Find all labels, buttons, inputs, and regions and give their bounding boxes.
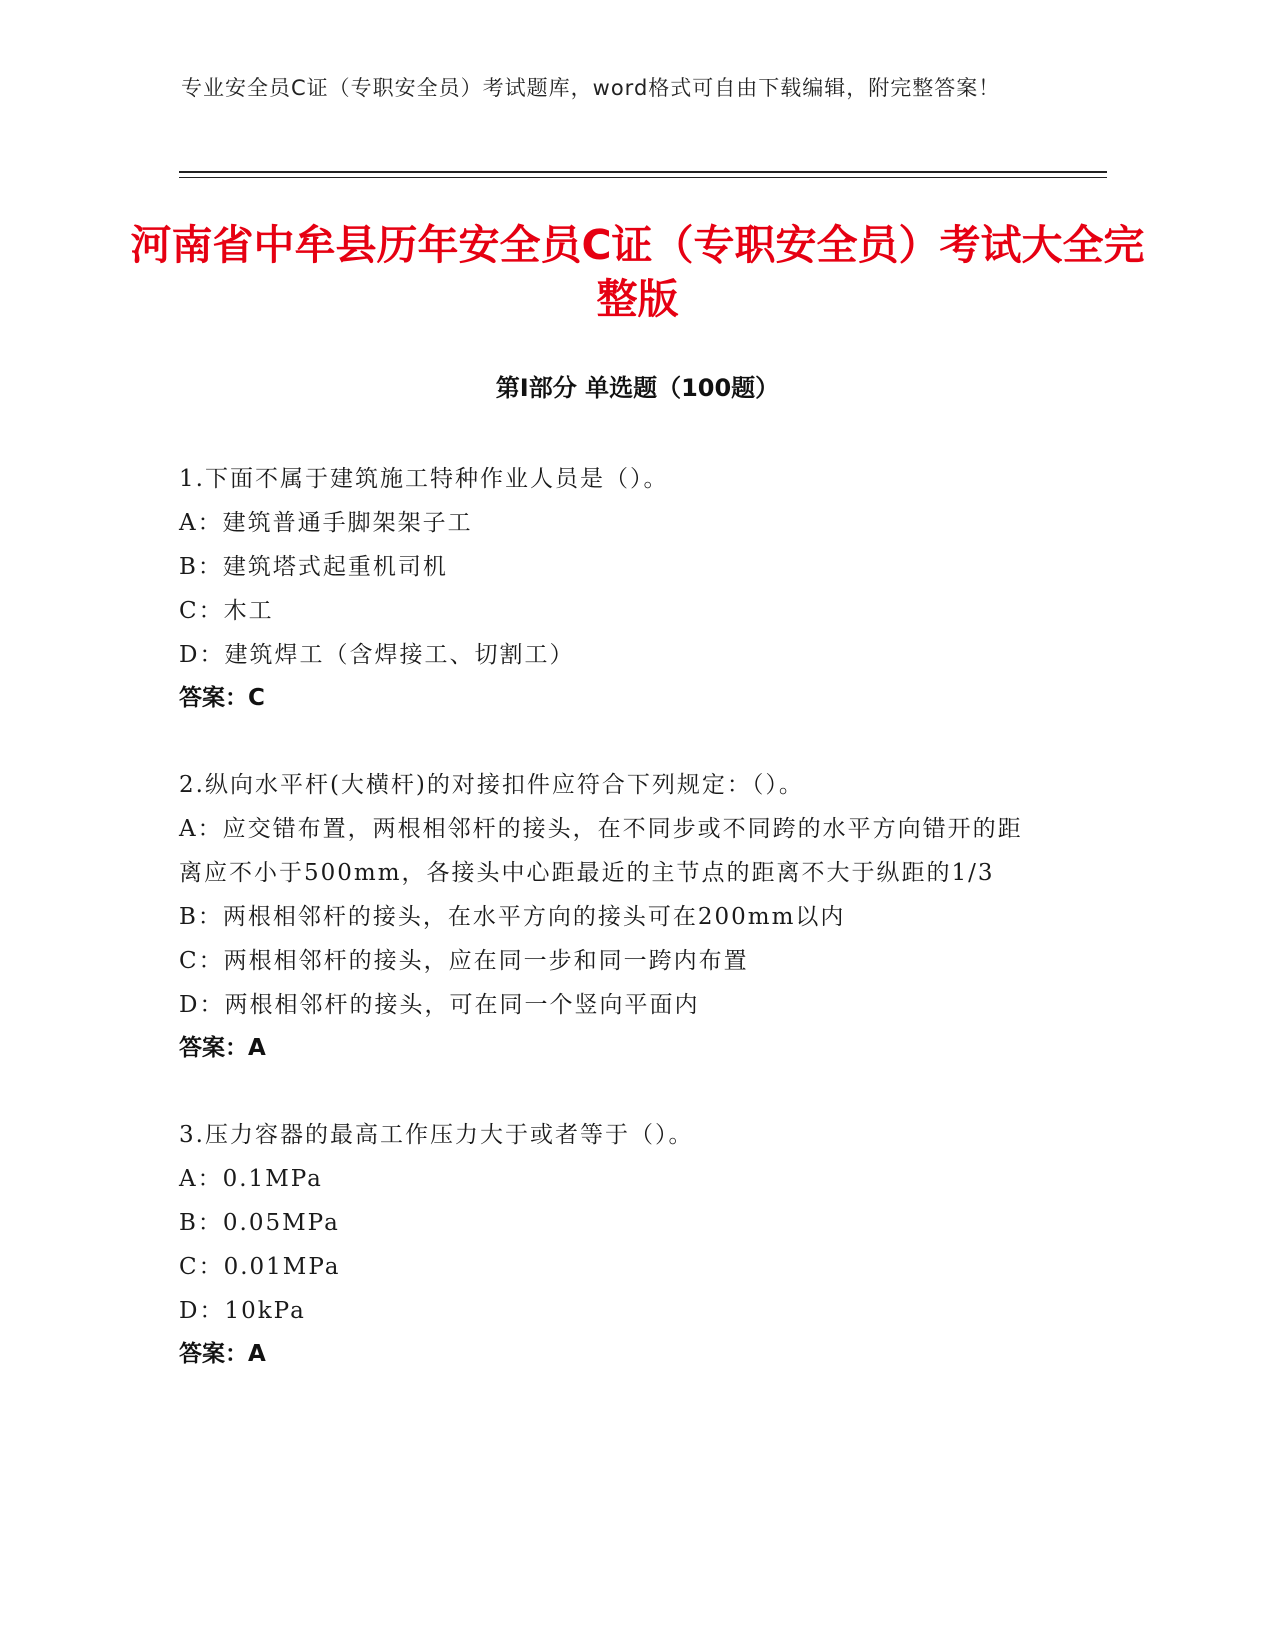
option-b: B：0.05MPa (179, 1210, 340, 1236)
option-a: A：应交错布置，两根相邻杆的接头，在不同步或不同跨的水平方向错开的距离应不小于500mm，各接头中心距最近的主节点的距离不大于纵距的1/3 (179, 816, 1023, 886)
answer: 答案：A (179, 1341, 266, 1367)
question-stem: 3.压力容器的最高工作压力大于或者等于（）。 (179, 1122, 694, 1148)
option-a: A：建筑普通手脚架架子工 (179, 510, 473, 536)
header-divider-thick (179, 171, 1107, 173)
option-d: D：两根相邻杆的接头，可在同一个竖向平面内 (179, 992, 700, 1018)
document-title: 河南省中牟县历年安全员C证（专职安全员）考试大全完整版 (130, 221, 1145, 323)
question-2 (179, 763, 1039, 1069)
option-c: C：木工 (179, 598, 274, 624)
option-a: A：0.1MPa (179, 1166, 323, 1192)
header-note: 专业安全员C证（专职安全员）考试题库，word格式可自由下载编辑，附完整答案！ (181, 76, 1001, 100)
header-divider-thin (179, 177, 1107, 178)
option-d: D：10kPa (179, 1298, 306, 1324)
option-b: B：建筑塔式起重机司机 (179, 554, 448, 580)
section-title: 第I部分 单选题（100题） (495, 374, 780, 402)
answer: 答案：A (179, 1035, 266, 1061)
question-stem: 2.纵向水平杆(大横杆)的对接扣件应符合下列规定：（）。 (179, 772, 804, 798)
option-d: D：建筑焊工（含焊接工、切割工） (179, 642, 575, 668)
option-c: C：0.01MPa (179, 1254, 341, 1280)
question-1 (179, 457, 1039, 719)
option-b: B：两根相邻杆的接头，在水平方向的接头可在200mm以内 (179, 904, 846, 930)
answer: 答案：C (179, 685, 265, 711)
question-list (179, 457, 1039, 1375)
option-c: C：两根相邻杆的接头，应在同一步和同一跨内布置 (179, 948, 749, 974)
question-3 (179, 1113, 1039, 1375)
question-stem: 1.下面不属于建筑施工特种作业人员是（）。 (179, 466, 669, 492)
